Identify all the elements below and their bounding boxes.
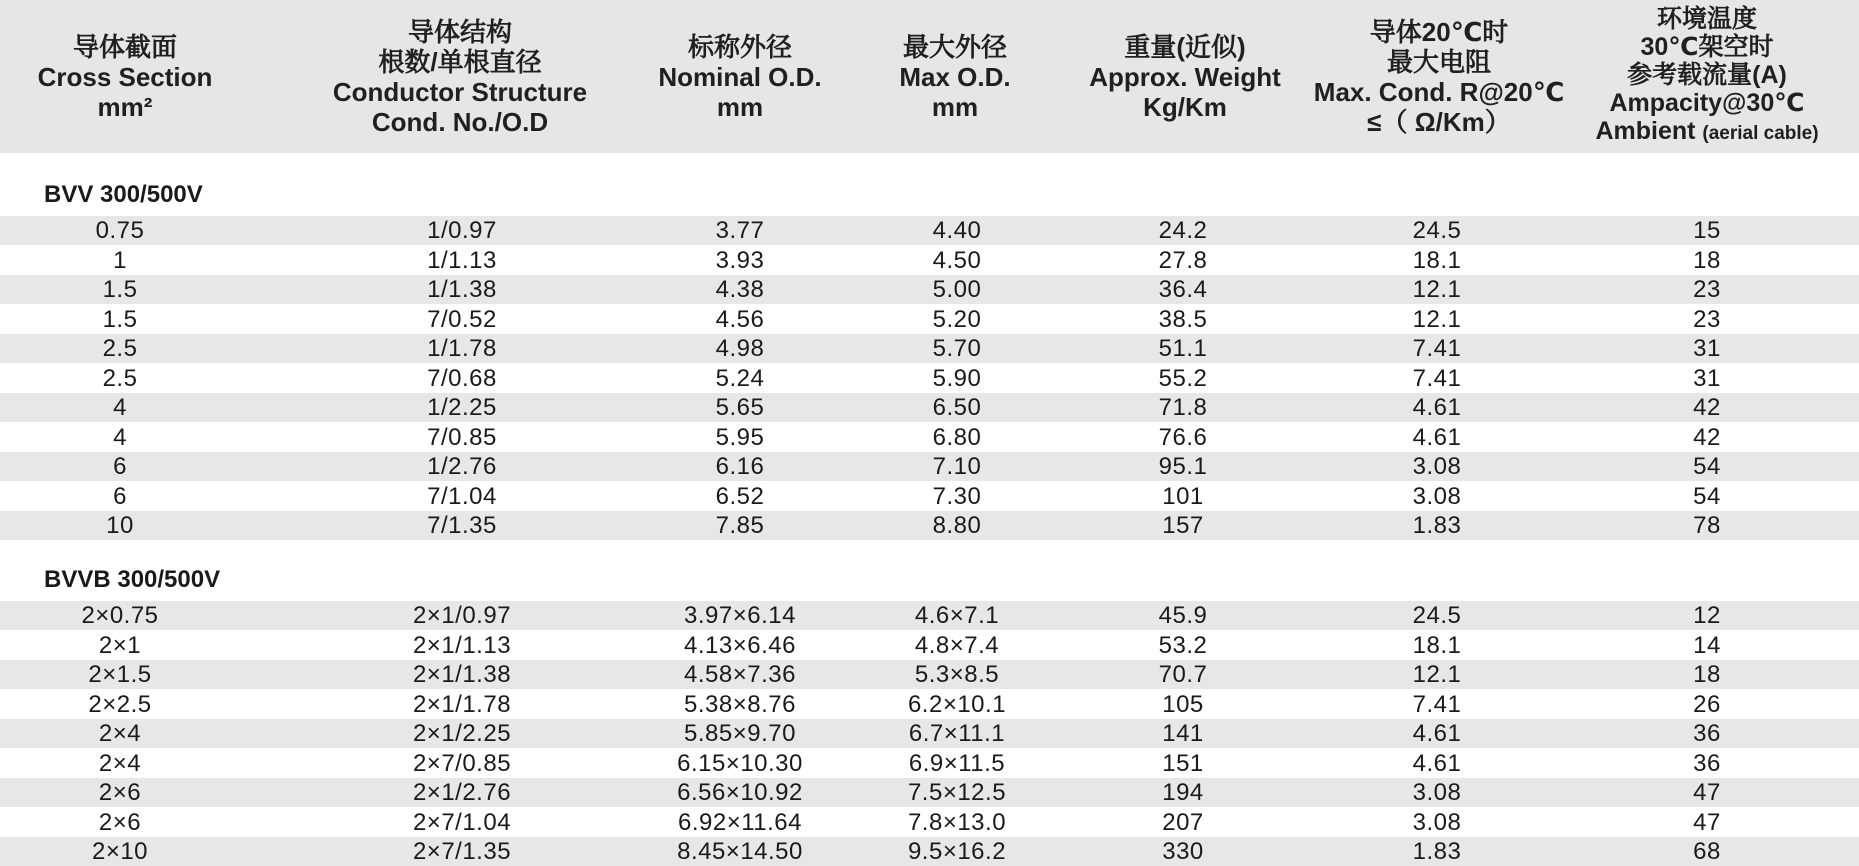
cell-conductor-structure: 7/0.52 [427, 306, 497, 333]
section-title: BVV 300/500V [44, 181, 203, 208]
cell-max-od: 4.40 [932, 217, 982, 244]
header-line: 重量(近似) [1124, 31, 1246, 62]
cell-max-resistance: 18.1 [1412, 247, 1462, 274]
cell-ampacity: 36 [1693, 750, 1721, 777]
table-row [0, 246, 1859, 275]
cell-nominal-od: 6.52 [715, 483, 765, 510]
cell-ampacity: 36 [1693, 720, 1721, 747]
cell-cross-section: 10 [106, 512, 134, 539]
cell-max-od: 4.50 [932, 247, 982, 274]
cell-ampacity: 15 [1693, 217, 1721, 244]
cell-conductor-structure: 2×1/2.76 [412, 779, 512, 806]
cell-max-resistance: 4.61 [1412, 750, 1462, 777]
cell-max-resistance: 7.41 [1412, 691, 1462, 718]
cell-ampacity: 23 [1693, 306, 1721, 333]
cell-conductor-structure: 1/0.97 [427, 217, 497, 244]
cell-max-resistance: 4.61 [1412, 720, 1462, 747]
cell-max-resistance: 3.08 [1412, 779, 1462, 806]
cell-approx-weight: 95.1 [1158, 453, 1208, 480]
cell-nominal-od: 3.93 [715, 247, 765, 274]
header-line: 导体截面 [72, 31, 177, 62]
cell-conductor-structure: 1/1.78 [427, 335, 497, 362]
table-row [0, 452, 1859, 481]
cell-conductor-structure: 1/2.25 [427, 394, 497, 421]
cell-max-resistance: 1.83 [1412, 512, 1462, 539]
cell-conductor-structure: 7/0.68 [427, 365, 497, 392]
table-row [0, 275, 1859, 304]
header-line [1595, 117, 1818, 148]
cell-nominal-od: 4.98 [715, 335, 765, 362]
cell-approx-weight: 24.2 [1158, 217, 1208, 244]
cell-max-od: 8.80 [932, 512, 982, 539]
header-line: 30℃架空时 [1640, 33, 1774, 61]
cell-nominal-od: 5.65 [715, 394, 765, 421]
table-row [0, 808, 1859, 837]
cell-nominal-od: 6.92×11.64 [677, 809, 802, 836]
section-title: BVVB 300/500V [44, 566, 221, 593]
cell-conductor-structure: 7/1.35 [427, 512, 497, 539]
cell-cross-section: 6 [113, 453, 127, 480]
header-line: Max. Cond. R@20℃ [1313, 76, 1565, 107]
cell-ampacity: 42 [1693, 424, 1721, 451]
cell-conductor-structure: 1/1.13 [427, 247, 497, 274]
cell-conductor-structure: 2×7/1.04 [412, 809, 512, 836]
table-row [0, 393, 1859, 422]
cell-approx-weight: 151 [1162, 750, 1204, 777]
cell-max-resistance: 18.1 [1412, 632, 1462, 659]
cell-ampacity: 54 [1693, 483, 1721, 510]
cell-ampacity: 47 [1693, 809, 1721, 836]
cell-cross-section: 2×1 [98, 632, 142, 659]
header-cross-section [0, 0, 250, 153]
table-row [0, 364, 1859, 393]
header-line: Approx. Weight [1089, 61, 1281, 92]
cell-conductor-structure: 1/1.38 [427, 276, 497, 303]
cell-max-od: 5.3×8.5 [914, 661, 1000, 688]
cell-max-od: 7.10 [932, 453, 982, 480]
cell-conductor-structure: 7/0.85 [427, 424, 497, 451]
header-approx-weight [1070, 0, 1300, 153]
cell-ampacity: 23 [1693, 276, 1721, 303]
cell-max-od: 6.50 [932, 394, 982, 421]
header-line: Cond. No./O.D [371, 106, 549, 137]
cell-max-resistance: 24.5 [1412, 217, 1462, 244]
cell-nominal-od: 5.38×8.76 [684, 691, 796, 718]
cell-cross-section: 6 [113, 483, 127, 510]
cell-max-resistance: 7.41 [1412, 365, 1462, 392]
cell-max-resistance: 4.61 [1412, 394, 1462, 421]
cell-max-od: 5.90 [932, 365, 982, 392]
cell-approx-weight: 207 [1162, 809, 1204, 836]
cell-max-od: 5.00 [932, 276, 982, 303]
cell-approx-weight: 45.9 [1158, 602, 1208, 629]
table-row [0, 778, 1859, 807]
cell-ampacity: 47 [1693, 779, 1721, 806]
cell-approx-weight: 51.1 [1158, 335, 1208, 362]
header-line: 标称外径 [687, 31, 792, 62]
cell-approx-weight: 53.2 [1158, 632, 1208, 659]
table-row [0, 749, 1859, 778]
cell-ampacity: 26 [1693, 691, 1721, 718]
cell-conductor-structure: 2×1/1.78 [412, 691, 512, 718]
cell-max-resistance: 3.08 [1412, 483, 1462, 510]
table-row [0, 305, 1859, 334]
cell-approx-weight: 38.5 [1158, 306, 1208, 333]
cell-ampacity: 78 [1693, 512, 1721, 539]
table-row [0, 216, 1859, 245]
cell-nominal-od: 4.13×6.46 [684, 632, 796, 659]
table-row [0, 660, 1859, 689]
cell-nominal-od: 5.85×9.70 [684, 720, 796, 747]
cell-max-resistance: 4.61 [1412, 424, 1462, 451]
cell-max-od: 6.2×10.1 [907, 691, 1007, 718]
cell-cross-section: 0.75 [95, 217, 145, 244]
cell-max-resistance: 7.41 [1412, 335, 1462, 362]
cell-approx-weight: 55.2 [1158, 365, 1208, 392]
cell-cross-section: 2×0.75 [81, 602, 159, 629]
cell-max-od: 6.80 [932, 424, 982, 451]
header-line: 参考载流量(A) [1627, 61, 1787, 89]
cell-approx-weight: 71.8 [1158, 394, 1208, 421]
header-aerial-note: (aerial cable) [1702, 123, 1819, 144]
cell-max-resistance: 12.1 [1412, 306, 1462, 333]
table-row [0, 631, 1859, 660]
header-ambient-text: Ambient [1595, 117, 1696, 145]
cell-approx-weight: 27.8 [1158, 247, 1208, 274]
header-line: ≤（ Ω/Km） [1367, 106, 1511, 137]
cell-cross-section: 4 [113, 424, 127, 451]
cell-ampacity: 42 [1693, 394, 1721, 421]
table-row [0, 719, 1859, 748]
header-line: mm² [97, 91, 153, 122]
table-row [0, 511, 1859, 540]
cell-max-resistance: 24.5 [1412, 602, 1462, 629]
cell-ampacity: 31 [1693, 365, 1721, 392]
cell-approx-weight: 194 [1162, 779, 1204, 806]
cell-cross-section: 2×4 [98, 750, 142, 777]
cell-nominal-od: 3.97×6.14 [684, 602, 796, 629]
cell-cross-section: 2×2.5 [88, 691, 152, 718]
cell-approx-weight: 36.4 [1158, 276, 1208, 303]
header-line: 导体结构 [407, 16, 512, 47]
cell-conductor-structure: 2×1/1.38 [412, 661, 512, 688]
cell-nominal-od: 4.56 [715, 306, 765, 333]
cell-ampacity: 18 [1693, 661, 1721, 688]
cell-approx-weight: 141 [1162, 720, 1204, 747]
cell-max-od: 7.8×13.0 [907, 809, 1007, 836]
cell-ampacity: 68 [1693, 838, 1721, 865]
header-line: 最大外径 [902, 31, 1007, 62]
cell-cross-section: 2.5 [102, 365, 138, 392]
cell-approx-weight: 157 [1162, 512, 1204, 539]
cell-max-od: 5.20 [932, 306, 982, 333]
cell-nominal-od: 5.95 [715, 424, 765, 451]
cell-approx-weight: 330 [1162, 838, 1204, 865]
header-ampacity [1582, 0, 1832, 153]
header-max-od [860, 0, 1050, 153]
header-line: 最大电阻 [1386, 46, 1491, 77]
cell-approx-weight: 101 [1162, 483, 1204, 510]
cell-nominal-od: 4.38 [715, 276, 765, 303]
header-line: Max O.D. [899, 61, 1011, 92]
cell-cross-section: 4 [113, 394, 127, 421]
cell-approx-weight: 76.6 [1158, 424, 1208, 451]
cell-ampacity: 18 [1693, 247, 1721, 274]
header-line: 根数/单根直径 [378, 46, 542, 77]
table-row [0, 482, 1859, 511]
cell-conductor-structure: 2×7/0.85 [412, 750, 512, 777]
cell-conductor-structure: 2×1/1.13 [412, 632, 512, 659]
table-row [0, 837, 1859, 866]
cell-nominal-od: 5.24 [715, 365, 765, 392]
header-line: 环境温度 [1656, 5, 1757, 33]
table-row [0, 423, 1859, 452]
table-row [0, 601, 1859, 630]
cell-max-od: 7.30 [932, 483, 982, 510]
cell-max-od: 9.5×16.2 [907, 838, 1007, 865]
cell-nominal-od: 6.15×10.30 [677, 750, 803, 777]
cell-nominal-od: 8.45×14.50 [677, 838, 803, 865]
cell-cross-section: 1.5 [102, 276, 138, 303]
header-nominal-od [620, 0, 860, 153]
cell-ampacity: 12 [1693, 602, 1721, 629]
cell-max-od: 6.9×11.5 [908, 750, 1006, 777]
cell-cross-section: 2×10 [91, 838, 149, 865]
cell-cross-section: 2×1.5 [88, 661, 152, 688]
cell-nominal-od: 3.77 [715, 217, 765, 244]
cell-ampacity: 54 [1693, 453, 1721, 480]
header-line: 导体20℃时 [1369, 16, 1509, 47]
cell-max-od: 5.70 [932, 335, 982, 362]
header-line: Nominal O.D. [658, 61, 822, 92]
cell-max-od: 4.6×7.1 [914, 602, 1000, 629]
cell-cross-section: 2×6 [98, 809, 142, 836]
cell-conductor-structure: 7/1.04 [427, 483, 497, 510]
table-row [0, 690, 1859, 719]
table-header [0, 0, 1859, 153]
cell-conductor-structure: 2×1/0.97 [412, 602, 512, 629]
header-line: Ampacity@30℃ [1609, 89, 1805, 117]
cell-max-resistance: 1.83 [1412, 838, 1462, 865]
cell-conductor-structure: 1/2.76 [427, 453, 497, 480]
table-row [0, 334, 1859, 363]
cell-cross-section: 1.5 [102, 306, 138, 333]
cell-ampacity: 14 [1693, 632, 1721, 659]
header-line: Conductor Structure [332, 76, 588, 107]
cell-cross-section: 2×4 [98, 720, 142, 747]
cell-max-resistance: 12.1 [1412, 661, 1462, 688]
cell-nominal-od: 6.56×10.92 [677, 779, 803, 806]
cell-approx-weight: 105 [1162, 691, 1204, 718]
header-line: mm [931, 91, 979, 122]
cell-max-od: 6.7×11.1 [908, 720, 1006, 747]
cell-approx-weight: 70.7 [1158, 661, 1208, 688]
cell-max-od: 4.8×7.4 [914, 632, 1000, 659]
header-line: Cross Section [37, 61, 213, 92]
cell-max-resistance: 12.1 [1412, 276, 1462, 303]
cell-conductor-structure: 2×1/2.25 [412, 720, 512, 747]
header-line: mm [716, 91, 764, 122]
cell-cross-section: 2×6 [98, 779, 142, 806]
cell-cross-section: 2.5 [102, 335, 138, 362]
cell-max-resistance: 3.08 [1412, 809, 1462, 836]
cell-nominal-od: 7.85 [715, 512, 765, 539]
cell-nominal-od: 6.16 [715, 453, 765, 480]
cell-cross-section: 1 [113, 247, 127, 274]
header-line: Kg/Km [1143, 91, 1227, 122]
cell-max-resistance: 3.08 [1412, 453, 1462, 480]
header-max-resistance [1296, 0, 1582, 153]
cell-conductor-structure: 2×7/1.35 [412, 838, 512, 865]
header-conductor-structure [250, 0, 670, 153]
cell-nominal-od: 4.58×7.36 [684, 661, 796, 688]
cell-ampacity: 31 [1693, 335, 1721, 362]
cell-max-od: 7.5×12.5 [907, 779, 1007, 806]
